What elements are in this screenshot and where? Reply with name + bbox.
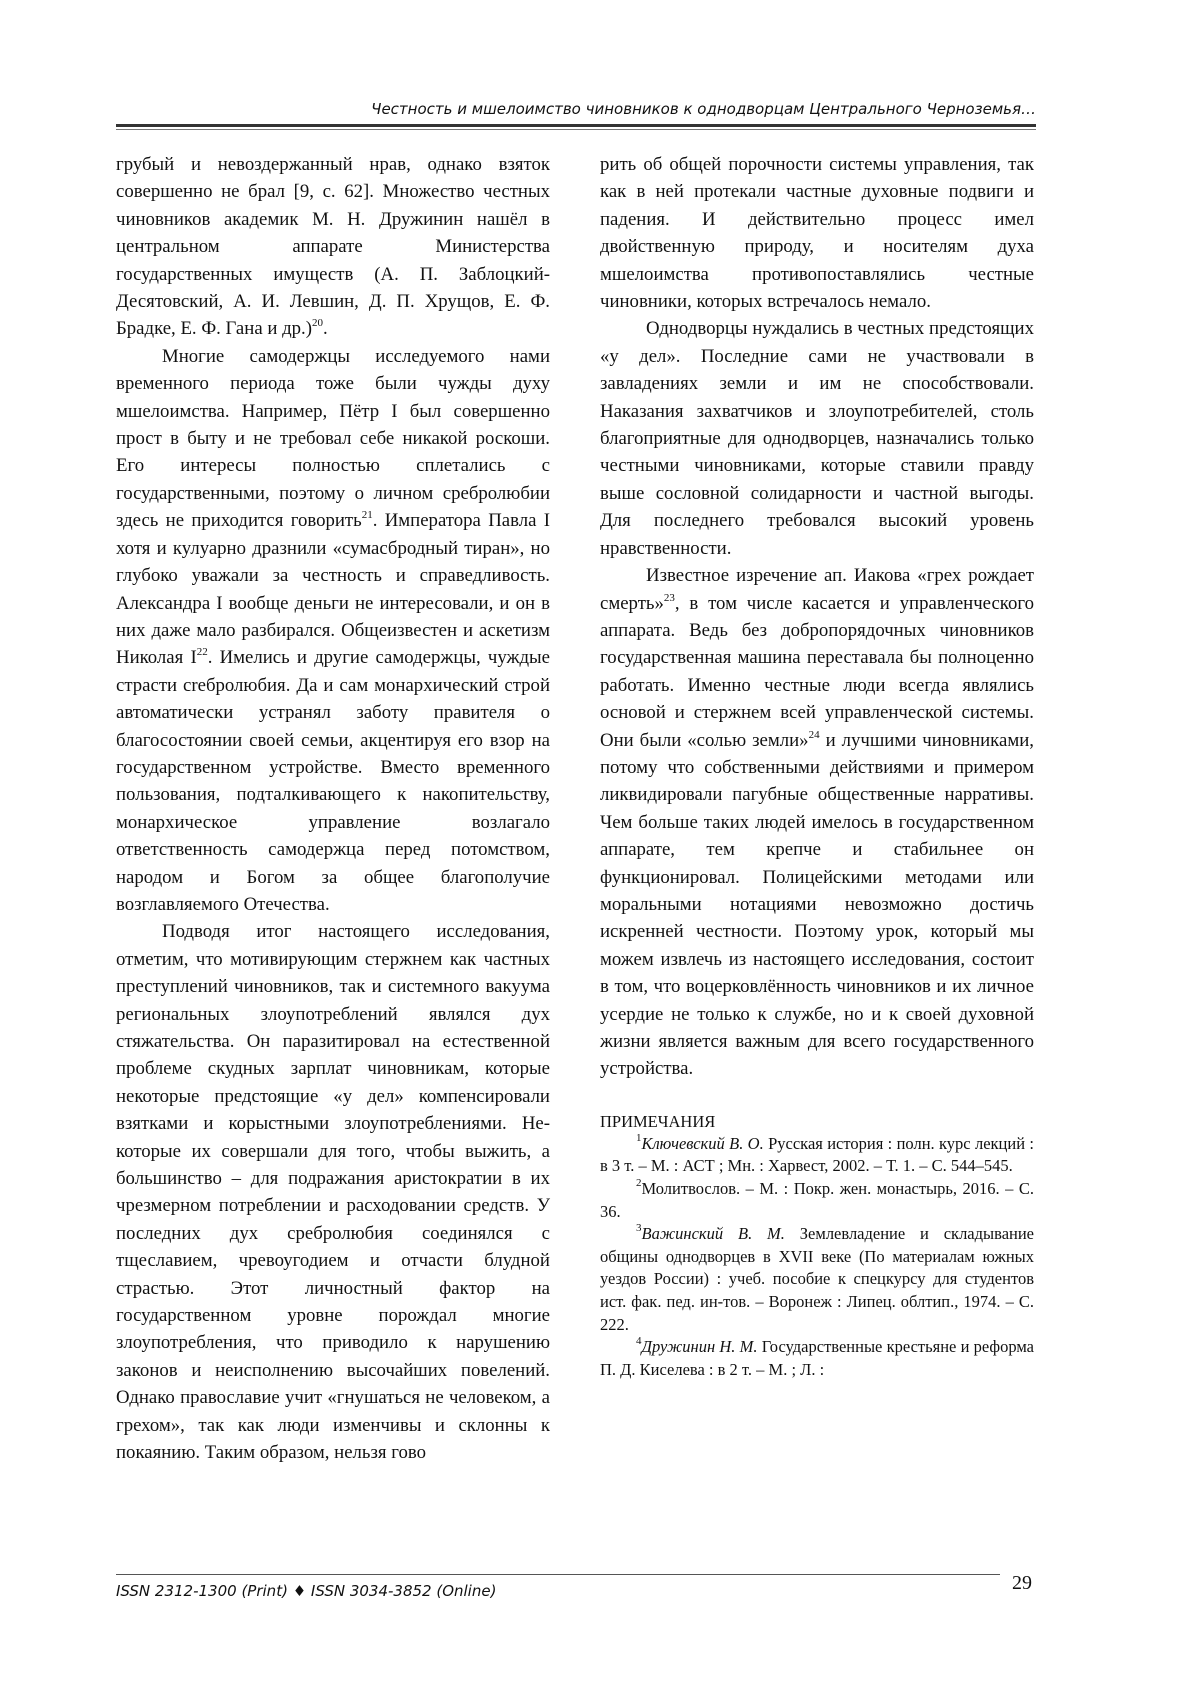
footnote-author: Ключевский В. О. — [641, 1133, 764, 1153]
footnote-author: Дружинин Н. М. — [641, 1337, 758, 1357]
paragraph — [600, 562, 1034, 1083]
footer-issn: ISSN 2312-1300 (Print) ♦ ISSN 3034-3852 (Online) — [116, 1582, 497, 1600]
footnote-text: Государственные крестьяне и реформа П. Д. Киселева : в 2 т. – М. ; Л. : — [600, 1337, 1034, 1379]
paragraph-text: рить об общей порочности системы управления, так как в ней протекали частные духовные подвиги и падения. И действительно процесс имел двойственную природу, и носителям духа мшелоимства противопоставлялись честные чиновники, которых встречалось немало. — [600, 154, 1034, 313]
right-column — [600, 151, 1034, 1381]
footnote-text: Землевладение и складывание общины однодворцев в XVII веке (По материалам южных уездов России) : учеб. пособие к спецкурсу для студентов ист. фак. пед. ин-тов. – Воронеж : Липец. облтип., 1974. – С. 222. — [600, 1224, 1034, 1334]
footnote-ref: 23 — [663, 591, 675, 604]
notes-heading: ПРИМЕЧАНИЯ — [600, 1111, 716, 1131]
footnote — [600, 1223, 1034, 1336]
footnote-text: Русская история : полн. курс лекций : в 3 т. – М. : АСТ ; Мн. : Харвест, 2002. – Т. 1. – С. 544–545. — [600, 1133, 1034, 1176]
paragraph — [116, 343, 550, 919]
footnote-ref: 22 — [196, 646, 208, 659]
page-number: 29 — [1012, 1572, 1032, 1594]
footnote-ref: 21 — [361, 509, 373, 522]
footnote-number: 2 — [636, 1177, 642, 1189]
footnote — [600, 1336, 1034, 1381]
paragraph-text: . Имелись и другие самодержцы, чуждые страсти сreбролюбия. Да и сам монархический строй автоматически устранял заботу правителя о благосостоянии своей семьи, акцентируя его взор на государственном устройстве. Вместо временного пользования, подталкивающего к накопительству, монархическое управление возлагало ответственность самодержца перед потомством, народом и Богом за общее благополучие возглавляемого Отечества. — [116, 647, 550, 915]
footnote-ref: 24 — [808, 728, 820, 741]
footnote-number: 1 — [636, 1131, 642, 1144]
left-column — [116, 151, 550, 1467]
paragraph-text: Известное изречение ап. Иакова «грех рождает смерть» — [600, 565, 1034, 614]
header-rule-thin — [116, 129, 1036, 130]
paragraph-text: , в том числе касается и управленческого аппарата. Ведь без добропорядочных чиновников государственная машина переставала бы полноценно работать. Именно честные люди всегда являлись основой и стержнем всей управленческой системы. Они были «солью земли» — [600, 592, 1034, 751]
paragraph-text: Подводя итог настоящего исследования, отметим, что мотивирующим стержнем как частных преступлений чиновников, так и системного вакуума региональных злоупотреблений являлся дух стяжательства. Он паразитировал на естественной проблеме скудных зарплат чиновникам, которые некоторые предстоящие «у дел» компенсировали взятками и корыстными злоупотреблениями. Некоторые их совершали для того, чтобы выжить, а большинство – для подражания аристократии в их чрезмерном потреблении и расходовании средств. У последних дух сребролюбия соединялся с тщеславием, чревоугодием и отчасти блудной страстью. Этот личностный фактор на государственном уровне порождал многие злоупотребления, что приводило к нарушению законов и неисполнению высочайших повелений. Однако православие учит «гнушаться не человеком, а грехом», так как люди изменчивы и склонны к покаянию. Таким образом, нельзя гово — [116, 921, 550, 1464]
paragraph-text: грубый и невоздержанный нрав, однако взяток совершенно не брал [9, с. 62]. Множество честных чиновников академик М. Н. Дружинин нашёл в центральном аппарате Министерства государственных имуществ (А. П. Заблоцкий-Десятовский, А. И. Левшин, Д. П. Хрущов, Е. Ф. Брадке, Е. Ф. Гана и др.) — [116, 154, 550, 340]
footnote — [600, 1178, 1034, 1223]
footnote-number: 3 — [636, 1222, 642, 1235]
header-rule — [116, 124, 1036, 127]
footnote-number: 4 — [636, 1335, 642, 1348]
paragraph-text: и лучшими чиновниками, потому что собственными действиями и примером ликвидировали пагубные общественные нарративы. Чем больше таких людей имелось в государственном аппарате, тем крепче и стабильнее он функционировал. Полицейскими методами или моральными нотациями невозможно достичь искренней честности. Поэтому урок, который мы можем извлечь из настоящего исследования, состоит в том, что воцерковлённость чиновников и их личное усердие не только к службе, но и к своей духовной жизни является важным для всего государственного устройства. — [600, 729, 1034, 1080]
paragraph-text: . Императора Павла I хотя и кулуарно дразнили «сумасбродный тиран», но глубоко уважали за честность и справедливость. Александра I вообще деньги не интересовали, и он в них даже мало разбирался. Общеизвестен и аскетизм Николая I — [116, 510, 550, 669]
paragraph — [116, 151, 550, 343]
paragraph-text: Однодворцы нуждались в честных предстоящих «у дел». Последние сами не участвовали в завладениях земли и им не способствовали. Наказания захватчиков и злоупотребителей, столь благоприятные для однодворцев, назначались только честными чиновниками, которые ставили правду выше сословной солидарности и частной выгоды. Для последнего требовался высокий уровень нравственности. — [600, 318, 1034, 559]
footnote-author: Важинский В. М. — [641, 1224, 785, 1244]
footer-rule — [116, 1574, 1000, 1575]
paragraph — [600, 151, 1034, 315]
paragraph-text: Многие самодержцы исследуемого нами временного периода тоже были чужды духу мшелоимства. Например, Пётр I был совершенно прост в быту и не требовал себе никакой роскоши. Его интересы полностью сплетались с государственными, поэтому о личном сребролюбии здесь не приходится говорить — [116, 345, 550, 532]
running-header: Честность и мшелоимство чиновников к однодворцам Центрального Черноземья… — [371, 100, 1036, 118]
paragraph — [600, 315, 1034, 562]
paragraph-text: . — [323, 318, 328, 340]
footnote-ref: 20 — [312, 317, 323, 330]
footnote — [600, 1133, 1034, 1178]
paragraph — [116, 918, 550, 1466]
footnote-text: Молитвослов. – М. : Покр. жен. монастырь, 2016. – С. 36. — [600, 1179, 1034, 1221]
